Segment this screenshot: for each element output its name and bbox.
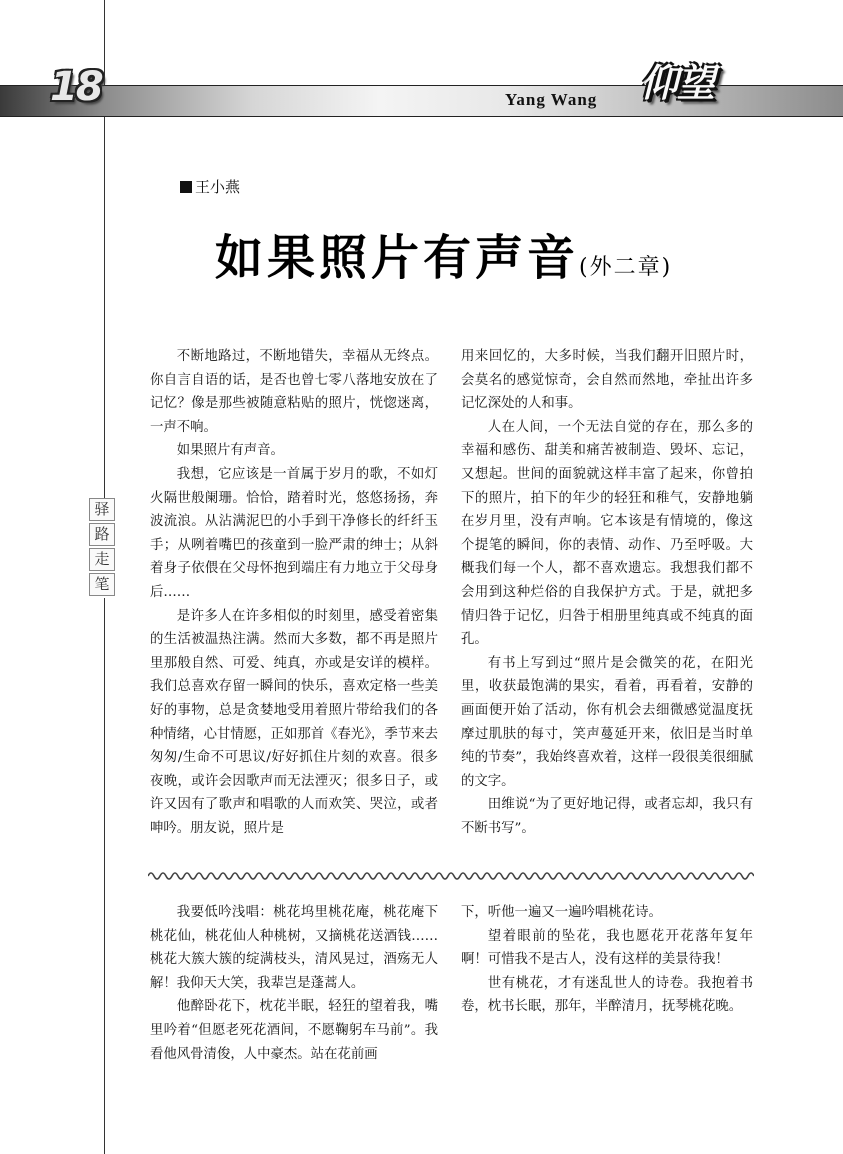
paragraph: 不断地路过，不断地错失，幸福从无终点。你自言自语的话，是否也曾七零八落地安放在了记忆？像是那些被随意粘贴的照片，恍惚迷离，一声不响。 (150, 349, 438, 435)
paragraph-continuation: 下，听他一遍又一遍吟唱桃花诗。 (461, 905, 662, 920)
paragraph-continuation: 用来回忆的，大多时候，当我们翻开旧照片时，会莫名的感觉惊奇，会自然而然地，牵扯出许多记忆深处的人和事。 (461, 349, 753, 412)
title-subtitle: (外二章) (579, 255, 673, 280)
article-title (215, 228, 672, 298)
paragraph: 我想，它应该是一首属于岁月的歌，不如灯火隔世般阑珊。恰恰，踏着时光，悠悠扬扬，奔波流浪。从沾满泥巴的小手到干净修长的纤纤玉手；从咧着嘴巴的孩童到一脸严肃的绅士；从斜着身子依偎在父母怀抱到端庄有力地立于父母身后…… (150, 466, 438, 600)
paragraph: 人在人间，一个无法自觉的存在，那么多的幸福和感伤、甜美和痛苦被制造、毁坏、忘记，又想起。世间的面貌就这样丰富了起来，你曾拍下的照片，拍下的年少的轻狂和稚气，安静地躺在岁月里，没有声响。它本该是有情境的，像这个提笔的瞬间，你的表情、动作、乃至呼吸。大概我们每一个人，都不喜欢遗忘。我想我们都不会用到这种烂俗的自我保护方式。于是，就把多情归咎于记忆，归咎于相册里纯真或不纯真的面孔。 (461, 419, 753, 648)
square-bullet-icon (180, 181, 192, 193)
paragraph: 有书上写到过“照片是会微笑的花，在阳光里，收获最饱满的果实，看着，再看着，安静的画面便开始了活动，你有机会去细微感觉温度抚摩过肌肤的每寸，笑声蔓延开来，依旧是当时单纯的节奏”，我始终喜欢着，这样一段很美很细腻的文字。 (461, 655, 753, 789)
column-tag-char: 走 (89, 548, 115, 571)
page-number: 18 (50, 64, 102, 110)
author-line (180, 176, 240, 197)
column-tag-char: 路 (89, 523, 115, 546)
part2-right-column (461, 901, 753, 1019)
section-name: Yang Wang (505, 90, 598, 109)
paragraph: 他醉卧花下，枕花半眠，轻狂的望着我，嘴里吟着“但愿老死花酒间，不愿鞠躬车马前”。我看他风骨清俊，人中豪杰。站在花前画 (150, 999, 438, 1062)
part1-right-column (461, 345, 753, 840)
column-tag-char: 驿 (89, 498, 115, 521)
header-band (0, 85, 843, 117)
paragraph: 世有桃花，才有迷乱世人的诗卷。我抱着书卷，枕书长眠，那年，半醉清月，抚琴桃花晚。 (461, 975, 753, 1015)
part2-left-column (150, 901, 438, 1066)
paragraph: 田维说“为了更好地记得，或者忘却，我只有不断书写”。 (461, 797, 753, 836)
paragraph: 望着眼前的坠花，我也愿花开花落年复年啊！可惜我不是古人，没有这样的美景待我！ (461, 928, 753, 968)
decorative-divider (148, 870, 754, 882)
column-tag (89, 498, 115, 598)
paragraph: 我要低吟浅唱：桃花坞里桃花庵，桃花庵下桃花仙，桃花仙人种桃树，又摘桃花送酒钱……桃花大簇大簇的绽满枝头，清风晃过，酒殇无人解！我仰天大笑，我辈岂是蓬蒿人。 (150, 905, 438, 991)
author-name: 王小燕 (195, 178, 241, 196)
title-main: 如果照片有声音 (215, 230, 580, 286)
column-tag-char: 笔 (89, 573, 115, 596)
paragraph: 如果照片有声音。 (176, 443, 284, 459)
part1-left-column (150, 345, 438, 840)
section-logo: 仰望 (640, 61, 715, 105)
paragraph: 是许多人在许多相似的时刻里，感受着密集的生活被温热注满。然而大多数，都不再是照片里那般自然、可爱、纯真，亦或是安详的模样。我们总喜欢存留一瞬间的快乐，喜欢定格一些美好的事物，总是贪婪地受用着照片带给我们的各种情绪，心甘情愿，正如那首《春光》，季节来去匆匆/生命不可思议/好好抓住片刻的欢喜。很多夜晚，或许会因歌声而无法湮灭；很多日子，或许又因有了歌声和唱歌的人而欢笑、哭泣，或者呻吟。朋友说，照片是 (150, 608, 438, 836)
